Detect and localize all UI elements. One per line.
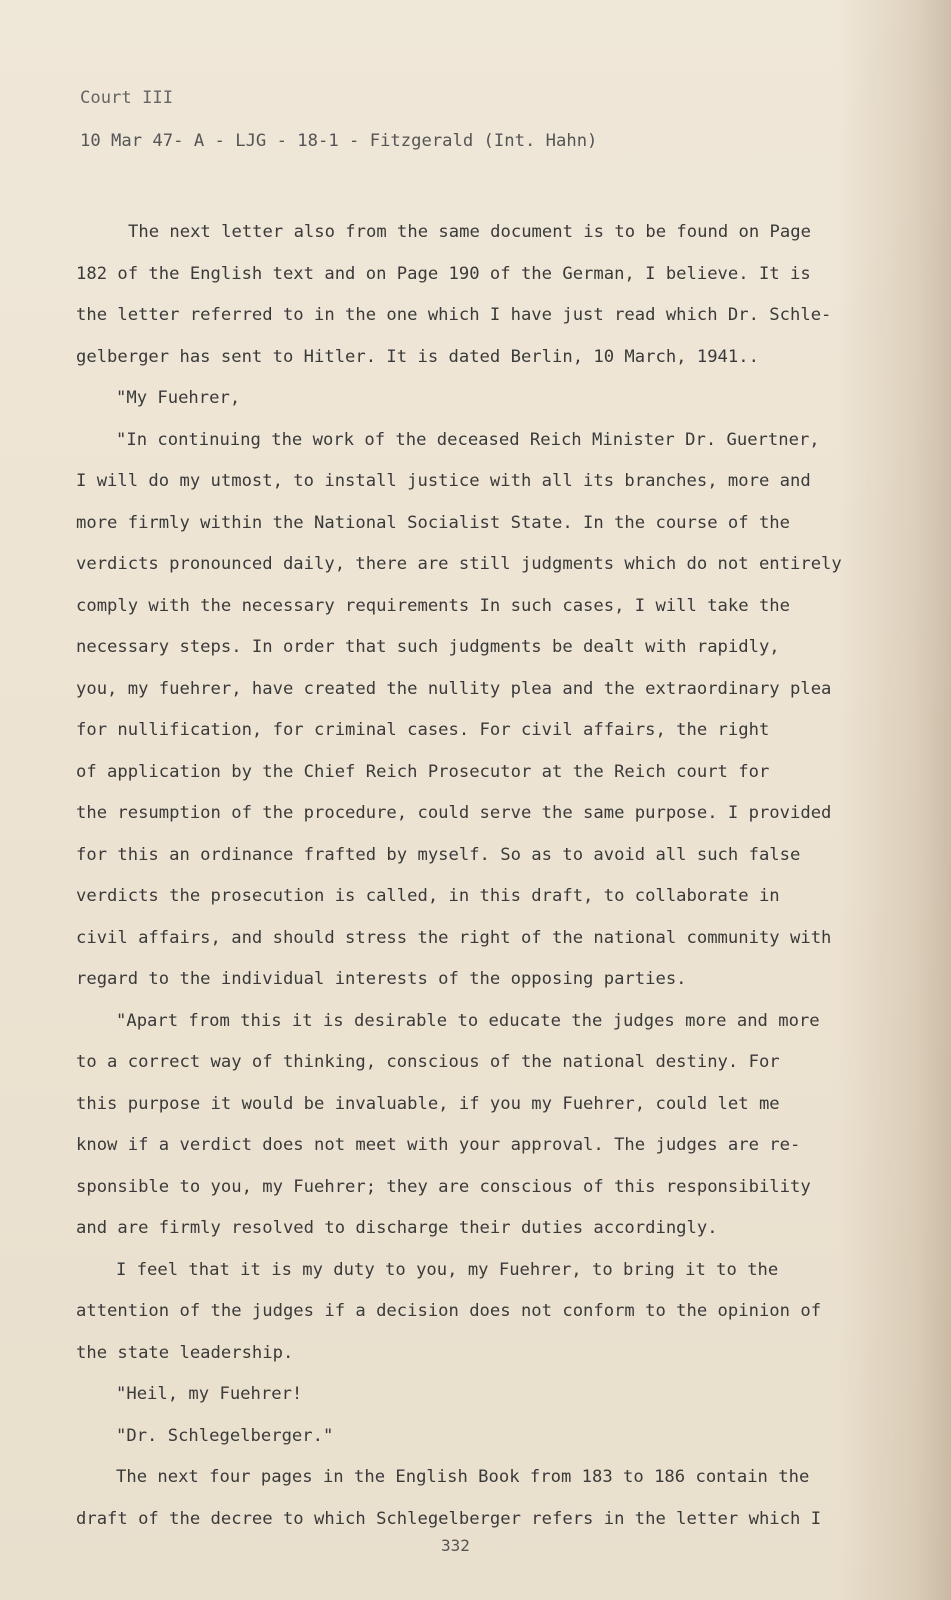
page-number: 332: [441, 1536, 470, 1555]
text-line: necessary steps. In order that such judgments be dealt with rapidly,: [76, 637, 780, 657]
text-line: attention of the judges if a decision does not conform to the opinion of: [76, 1301, 822, 1321]
text-line: 182 of the English text and on Page 190 of the German, I believe. It is: [76, 263, 811, 284]
text-line: sponsible to you, my Fuehrer; they are conscious of this responsibility: [76, 1176, 811, 1197]
text-line: regard to the individual interests of the opposing parties.: [76, 969, 687, 989]
text-line: "Dr. Schlegelberger.": [116, 1425, 334, 1446]
text-line: "Heil, my Fuehrer!: [116, 1384, 303, 1404]
text-line: this purpose it would be invaluable, if you my Fuehrer, could let me: [76, 1093, 780, 1114]
text-line: I feel that it is my duty to you, my Fuehrer, to bring it to the: [116, 1259, 779, 1280]
text-line: civil affairs, and should stress the right of the national community with: [76, 927, 832, 948]
text-line: to a correct way of thinking, conscious of the national destiny. For: [76, 1052, 780, 1072]
text-line: The next letter also from the same document is to be found on Page: [128, 222, 811, 242]
text-line: for nullification, for criminal cases. For civil affairs, the right: [76, 720, 770, 740]
court-heading: Court III: [80, 88, 174, 108]
text-line: I will do my utmost, to install justice with all its branches, more and: [76, 471, 811, 491]
text-line: the resumption of the procedure, could serve the same purpose. I provided: [76, 803, 832, 823]
text-line: gelberger has sent to Hitler. It is dated Berlin, 10 March, 1941..: [76, 346, 759, 367]
text-line: "In continuing the work of the deceased Reich Minister Dr. Guertner,: [116, 429, 820, 450]
text-line: verdicts pronounced daily, there are still judgments which do not entirely: [76, 554, 842, 574]
text-line: you, my fuehrer, have created the nullity plea and the extraordinary plea: [76, 678, 832, 699]
text-line: "My Fuehrer,: [116, 388, 241, 408]
text-line: the letter referred to in the one which I have just read which Dr. Schle-: [76, 305, 832, 325]
text-line: the state leadership.: [76, 1342, 294, 1363]
text-line: know if a verdict does not meet with your approval. The judges are re-: [76, 1135, 801, 1155]
text-line: more firmly within the National Socialist State. In the course of the: [76, 512, 790, 533]
text-line: The next four pages in the English Book from 183 to 186 contain the: [116, 1467, 810, 1487]
text-line: comply with the necessary requirements In such cases, I will take the: [76, 595, 790, 616]
text-line: of application by the Chief Reich Prosecutor at the Reich court for: [76, 761, 770, 782]
text-line: and are firmly resolved to discharge their duties accordingly.: [76, 1218, 718, 1238]
text-line: draft of the decree to which Schlegelberger refers in the letter which I: [76, 1508, 822, 1529]
text-line: verdicts the prosecution is called, in this draft, to collaborate in: [76, 886, 780, 906]
session-reference: 10 Mar 47- A - LJG - 18-1 - Fitzgerald (Int. Hahn): [80, 131, 598, 151]
text-line: for this an ordinance frafted by myself. So as to avoid all such false: [76, 844, 801, 865]
text-line: "Apart from this it is desirable to educate the judges more and more: [116, 1010, 820, 1031]
transcript-body: [76, 212, 866, 1540]
